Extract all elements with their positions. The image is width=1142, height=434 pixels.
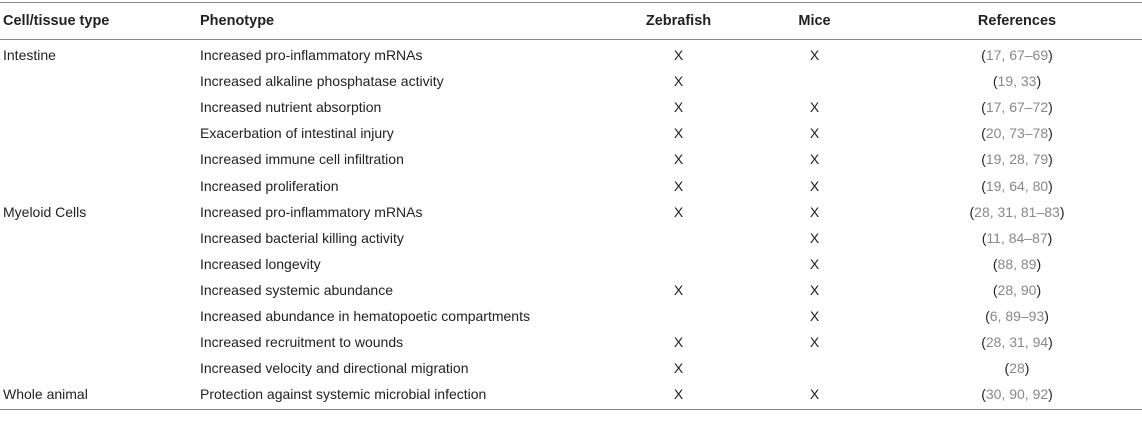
cell-zebrafish: X (673, 125, 684, 142)
cell-references (892, 73, 1142, 89)
cell-zebrafish: X (673, 281, 684, 298)
cell-type: Whole animal (3, 386, 88, 403)
ref-close-paren[interactable]: ) (1024, 360, 1030, 377)
phenotype-table (0, 2, 1142, 410)
cell-phenotype: Increased recruitment to wounds (200, 334, 404, 351)
table-row (0, 329, 1142, 355)
cell-references (892, 151, 1142, 167)
ref-open-paren[interactable]: ( (981, 151, 986, 168)
cell-phenotype: Increased nutrient absorption (200, 99, 382, 116)
cell-phenotype: Exacerbation of intestinal injury (200, 125, 394, 142)
table-row (0, 251, 1142, 277)
cell-zebrafish: X (673, 73, 684, 90)
cell-phenotype: Increased immune cell infiltration (200, 151, 404, 168)
reference-numbers[interactable]: 20, 73–78 (985, 125, 1049, 142)
cell-mice: X (809, 151, 820, 168)
reference-numbers[interactable]: 6, 89–93 (989, 307, 1045, 324)
ref-close-paren[interactable]: ) (1036, 73, 1042, 90)
cell-references (892, 256, 1142, 272)
cell-phenotype: Increased velocity and directional migration (200, 360, 469, 377)
reference-numbers[interactable]: 28, 31, 81–83 (974, 203, 1060, 220)
table-row (0, 94, 1142, 120)
cell-phenotype: Increased abundance in hematopoetic compartments (200, 307, 530, 324)
cell-mice: X (809, 177, 820, 194)
table-header-row (0, 3, 1142, 39)
ref-open-paren[interactable]: ( (981, 125, 986, 142)
ref-close-paren[interactable]: ) (1048, 177, 1053, 194)
ref-close-paren[interactable]: ) (1036, 281, 1042, 298)
cell-mice: X (809, 386, 820, 403)
table-body (0, 40, 1142, 409)
reference-numbers[interactable]: 28, 31, 94 (985, 334, 1049, 351)
header-mice: Mice (798, 13, 831, 29)
cell-zebrafish: X (673, 151, 684, 168)
table-row (0, 199, 1142, 225)
cell-mice: X (809, 255, 820, 272)
cell-zebrafish: X (673, 203, 684, 220)
cell-mice: X (809, 99, 820, 116)
table-row (0, 225, 1142, 251)
ref-close-paren[interactable]: ) (1048, 99, 1053, 116)
cell-phenotype: Increased pro-inflammatory mRNAs (200, 47, 423, 64)
header-cell-type: Cell/tissue type (3, 13, 110, 29)
cell-mice: X (809, 307, 820, 324)
reference-numbers[interactable]: 19, 33 (997, 73, 1037, 90)
table-bottom-rule (0, 409, 1142, 410)
ref-close-paren[interactable]: ) (1048, 125, 1053, 142)
cell-mice: X (809, 229, 820, 246)
cell-mice: X (809, 334, 820, 351)
cell-phenotype: Increased alkaline phosphatase activity (200, 73, 444, 90)
ref-open-paren[interactable]: ( (992, 281, 998, 298)
ref-open-paren[interactable]: ( (985, 307, 990, 324)
ref-close-paren[interactable]: ) (1059, 203, 1065, 220)
reference-numbers[interactable]: 17, 67–69 (985, 47, 1049, 64)
header-zebrafish: Zebrafish (645, 13, 712, 29)
ref-open-paren[interactable]: ( (992, 255, 998, 272)
cell-mice: X (809, 47, 820, 64)
reference-numbers[interactable]: 30, 90, 92 (985, 386, 1049, 403)
cell-references (892, 99, 1142, 115)
table-row (0, 120, 1142, 146)
cell-phenotype: Increased proliferation (200, 177, 339, 194)
ref-open-paren[interactable]: ( (981, 47, 986, 64)
reference-numbers[interactable]: 11, 84–87 (986, 229, 1048, 246)
cell-phenotype: Increased systemic abundance (200, 281, 393, 298)
cell-references (892, 386, 1142, 402)
cell-mice: X (809, 203, 820, 220)
header-phenotype: Phenotype (200, 13, 275, 29)
reference-numbers[interactable]: 19, 28, 79 (985, 151, 1049, 168)
table-row (0, 355, 1142, 381)
table-row (0, 277, 1142, 303)
table-row (0, 303, 1142, 329)
cell-references (892, 334, 1142, 350)
cell-zebrafish: X (673, 334, 684, 351)
reference-numbers[interactable]: 88, 89 (997, 255, 1037, 272)
reference-numbers[interactable]: 17, 67–72 (985, 99, 1049, 116)
ref-close-paren[interactable]: ) (1048, 334, 1053, 351)
cell-zebrafish: X (673, 177, 684, 194)
ref-open-paren[interactable]: ( (992, 73, 998, 90)
ref-close-paren[interactable]: ) (1048, 47, 1053, 64)
ref-open-paren[interactable]: ( (981, 334, 986, 351)
cell-phenotype: Protection against systemic microbial infection (200, 386, 487, 403)
cell-phenotype: Increased longevity (200, 255, 321, 272)
ref-open-paren[interactable]: ( (981, 386, 986, 403)
cell-references (892, 204, 1142, 220)
cell-zebrafish: X (673, 47, 684, 64)
ref-open-paren[interactable]: ( (981, 99, 986, 116)
ref-close-paren[interactable]: ) (1048, 386, 1053, 403)
table-row (0, 68, 1142, 94)
table-row (0, 172, 1142, 198)
reference-numbers[interactable]: 19, 64, 80 (985, 177, 1049, 194)
cell-zebrafish: X (673, 360, 684, 377)
cell-references (892, 178, 1142, 194)
reference-numbers[interactable]: 28 (1009, 360, 1025, 377)
table-row (0, 381, 1142, 407)
cell-references (892, 282, 1142, 298)
ref-open-paren[interactable]: ( (981, 229, 987, 246)
cell-references (892, 360, 1142, 376)
cell-references (892, 125, 1142, 141)
ref-close-paren[interactable]: ) (1048, 151, 1053, 168)
ref-open-paren[interactable]: ( (1004, 360, 1010, 377)
cell-zebrafish: X (673, 386, 684, 403)
cell-references (892, 47, 1142, 63)
cell-type: Myeloid Cells (3, 203, 87, 220)
cell-references (892, 230, 1142, 246)
cell-type: Intestine (3, 47, 56, 64)
ref-open-paren[interactable]: ( (969, 203, 975, 220)
ref-close-paren[interactable]: ) (1047, 229, 1053, 246)
cell-mice: X (809, 125, 820, 142)
header-references: References (977, 13, 1057, 29)
cell-phenotype: Increased pro-inflammatory mRNAs (200, 203, 423, 220)
reference-numbers[interactable]: 28, 90 (997, 281, 1037, 298)
ref-open-paren[interactable]: ( (981, 177, 986, 194)
cell-references (892, 308, 1142, 324)
table-row (0, 146, 1142, 172)
table-row (0, 42, 1142, 68)
cell-zebrafish: X (673, 99, 684, 116)
ref-close-paren[interactable]: ) (1036, 255, 1042, 272)
cell-phenotype: Increased bacterial killing activity (200, 229, 404, 246)
ref-close-paren[interactable]: ) (1044, 307, 1049, 324)
cell-mice: X (809, 281, 820, 298)
